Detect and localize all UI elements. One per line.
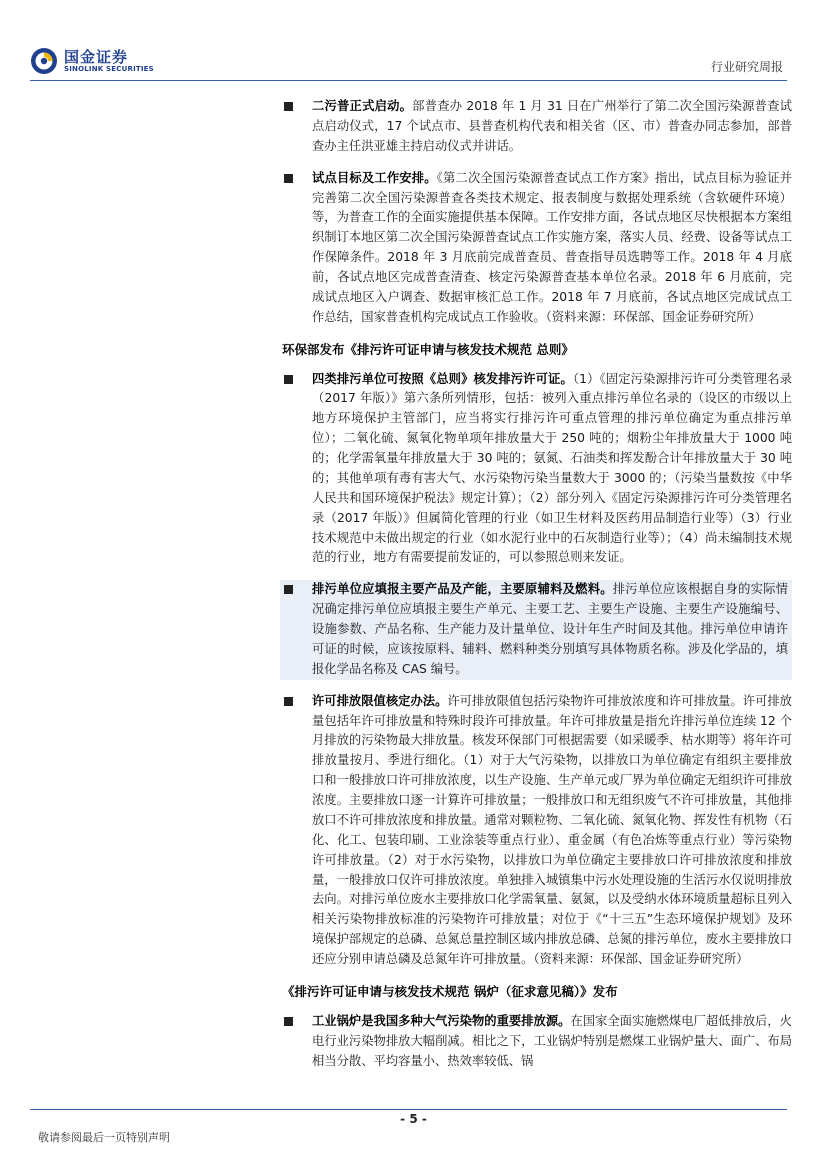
square-bullet-icon [284, 174, 293, 183]
bullet-paragraph [284, 370, 792, 569]
bullet-text: 许可排放限值包括污染物许可排放浓度和许可排放量。许可排放量包括年许可排放量和特殊时段许可排放量。年许可排放量是指允许排污单位连续 12 个月排放的污染物最大排放量。核发环保部门可根据需要（如采暖季、枯水期等）将年许可排放量按月、季进行细化。（1）对于大气污染物，以排放口为单位确定有组织主要排放口和一般排放口许可排放浓度，以生产设施、生产单元或厂界为单位确定无组织许可排放浓度。主要排放口逐一计算许可排放量；一般排放口和无组织废气不许可排放量，其他排放口不许可排放浓度和排放量。通常对颗粒物、二氧化硫、氮氧化物、挥发性有机物（石化、化工、包装印刷、工业涂装等重点行业）、重金属（有色冶炼等重点行业）等污染物许可排放量。（2）对于水污染物，以排放口为单位确定主要排放口许可排放浓度和排放量，一般排放口仅许可排放浓度。单独排入城镇集中污水处理设施的生活污水仅说明排放去向。对排污单位废水主要排放口化学需氧量、氨氮，以及受纳水体环境质量超标且列入相关污染物排放标准的污染物许可排放量；对位于《“十三五”生态环境保护规划》及环境保护部规定的总磷、总氮总量控制区域内排放总磷、总氮的排污单位，废水主要排放口还应分别申请总磷及总氮年许可排放量。（资料来源：环保部、国金证券研究所） [312, 693, 792, 966]
bullet-paragraph [284, 692, 792, 970]
bullet-text: 在国家全面实施燃煤电厂超低排放后，火电行业污染物排放大幅削减。相比之下，工业锅炉特别是燃煤工业锅炉量大、面广、布局相当分散、平均容量小、热效率较低、锅 [312, 1013, 792, 1068]
footer-divider [30, 1109, 787, 1110]
bullet-lead: 许可排放限值核定办法。 [312, 693, 448, 708]
bullet-paragraph [284, 169, 792, 328]
logo-emblem-icon [30, 47, 58, 75]
page-number: - 5 - [400, 1112, 427, 1126]
header-divider [30, 80, 787, 81]
bullet-text: （1）《固定污染源排污许可分类管理名录（2017 年版）》第六条所列情形，包括：被列入重点排污单位名录的（设区的市级以上地方环境保护主管部门，应当将实行排污许可重点管理的排污单位确定为重点排污单位）；二氧化硫、氮氧化物单项年排放量大于 250 吨的；烟粉尘年排放量大于 1000 吨的；化学需氧量年排放量大于 30 吨的；氨氮、石油类和挥发酚合计年排放量大于 30 吨的；其他单项有毒有害大气、水污染物污染当量数大于 3000 的；（污染当量数按《中华人民共和国环境保护税法》规定计算）；（2）部分列入《固定污染源排污许可分类管理名录（2017 年版）》但属简化管理的行业（如卫生材料及医药用品制造行业等）（3）行业技术规范中未做出规定的行业（如水泥行业中的石灰制造行业等）；（4）尚未编制技术规范的行业，地方有需要提前发证的，可以参照总则来发证。 [312, 371, 792, 565]
bullet-paragraph [284, 1012, 792, 1072]
footer-disclaimer: 敬请参阅最后一页特别声明 [38, 1131, 170, 1144]
company-logo [30, 44, 160, 78]
report-body [284, 97, 792, 1083]
bullet-lead: 试点目标及工作安排。 [312, 170, 437, 185]
bullet-paragraph [284, 97, 792, 157]
bullet-lead: 四类排污单位可按照《总则》核发排污许可证。 [312, 371, 573, 386]
square-bullet-icon [284, 1017, 293, 1026]
page-header [0, 0, 827, 80]
bullet-lead: 工业锅炉是我国多种大气污染物的重要排放源。 [312, 1013, 571, 1028]
square-bullet-icon [284, 375, 293, 384]
logo-chinese-name: 国金证券 [64, 48, 129, 66]
section-heading: 《排污许可证申请与核发技术规范 锅炉（征求意见稿）》发布 [282, 983, 618, 999]
bullet-paragraph-highlighted [280, 580, 792, 679]
logo-english-name: SINOLINK SECURITIES [64, 65, 154, 73]
bullet-text: 排污单位应该根据自身的实际情况确定排污单位应填报主要生产单元、主要工艺、主要生产设施、主要生产设施编号、设施参数、产品名称、生产能力及计量单位、设计年生产时间及其他。排污单位申请许可证的时候，应该按原料、辅料、燃料种类分别填写具体物质名称。涉及化学品的，填报化学品名称及 CAS 编号。 [312, 582, 788, 676]
bullet-lead: 排污单位应填报主要产品及产能，主要原辅料及燃料。 [312, 582, 613, 597]
square-bullet-icon [284, 102, 293, 111]
bullet-lead: 二污普正式启动。 [312, 99, 413, 113]
bullet-text: 部普查办 2018 年 1 月 31 日在广州举行了第二次全国污染源普查试点启动仪式，17 个试点市、县普查机构代表和相关省（区、市）普查办同志参加，部普查办主任洪亚雄主持启动仪式并讲话。 [312, 99, 792, 153]
square-bullet-icon [284, 697, 293, 706]
square-bullet-icon [284, 585, 293, 594]
report-type-label: 行业研究周报 [710, 60, 783, 74]
section-heading: 环保部发布《排污许可证申请与核发技术规范 总则》 [282, 341, 574, 357]
bullet-text: 《第二次全国污染源普查试点工作方案》指出，试点目标为验证并完善第二次全国污染源普查各类技术规定、报表制度与数据处理系统（含软硬件环境）等，为普查工作的全面实施提供基本保障。工作安排方面，各试点地区尽快根据本方案组织制订本地区第二次全国污染源普查试点工作实施方案，落实人员、经费、设备等试点工作保障条件。2018 年 3 月底前完成普查员、普查指导员选聘等工作。2018 年 4 月底前，各试点地区完成普查清查、核定污染源普查基本单位名录。2018 年 6 月底前，完成试点地区入户调查、数据审核汇总工作。2018 年 7 月底前，各试点地区完成试点工作总结，国家普查机构完成试点工作验收。（资料来源：环保部、国金证券研究所） [312, 170, 792, 324]
